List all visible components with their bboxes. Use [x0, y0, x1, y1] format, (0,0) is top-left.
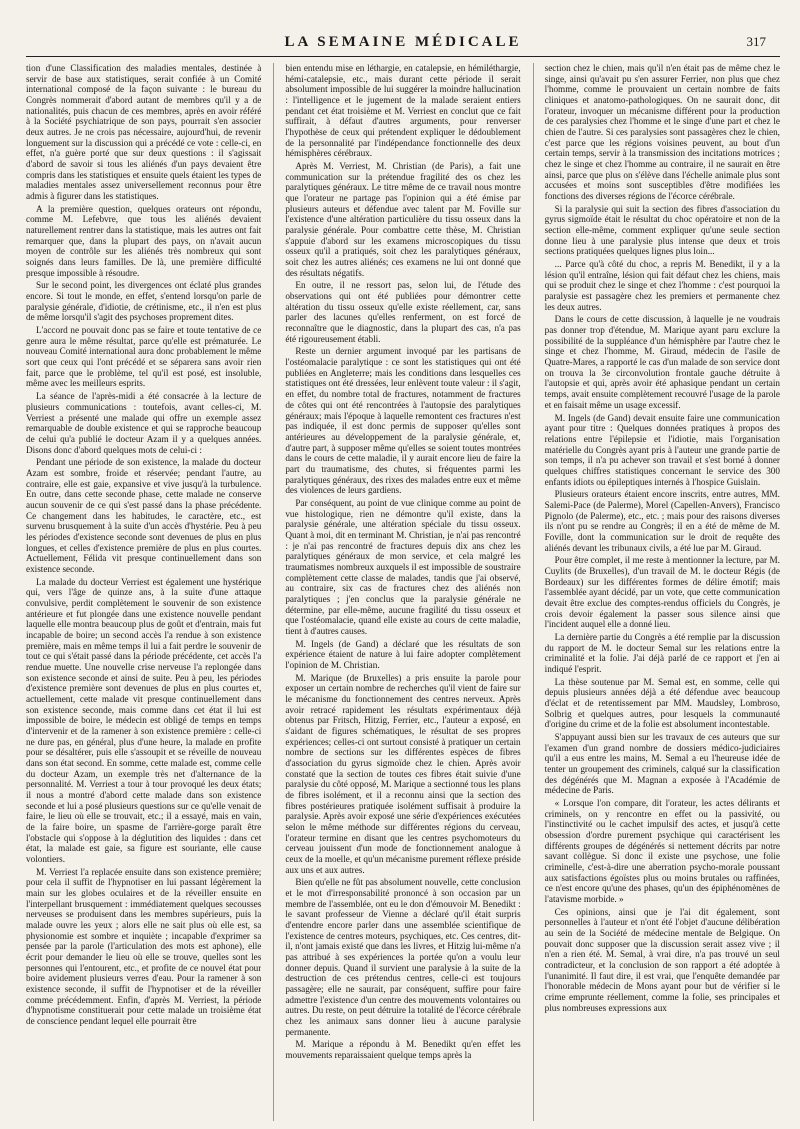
- article-paragraph: M. Marique (de Bruxelles) a pris ensuite la parole pour exposer un certain nombre de recherches qu'il vient de faire sur le mécanisme du fonctionnement des centres nerveux. Après avoir retracé rapidement les résultats expérimentaux déjà obtenus par Fritsch, Hitzig, Ferrier, etc., l'auteur a exposé, en s'aidant de figures schématiques, le résultat de ses propres expériences; celles-ci ont surtout consisté à pratiquer un certain nombre de sections sur les différentes espèces de fibres d'association du gyrus sigmoïde chez le chien. Après avoir constaté que la section de toutes ces fibres était suivie d'une paralysie du côté opposé, M. Marique a sectionné tous les plans de fibres isolément, et il a reconnu ainsi que la section des fibres postérieures pratiquée isolément suffisait à produire la paralysie. Après avoir exposé une série d'expériences exécutées selon le même méthode sur différentes régions du cerveau, l'orateur termine en disant que les centres psychomoteurs du cerveau jouissent d'un mode de fonctionnement analogue à ceux de la moelle, et qu'un mécanisme purement réflexe préside aux uns et aux autres.: [285, 672, 521, 875]
- article-paragraph: M. Verriest l'a replacée ensuite dans son existence première; pour cela il suffit de l'hypnotiser en lui passant légèrement la main sur les globes oculaires et de la réveiller ensuite en l'interpellant brusquement : immédiatement quelques secousses nerveuses se produisent dans les membres supérieurs, puis la malade ouvre les yeux ; alors elle ne sait plus où elle est, sa physionomie est sombre et inquiète ; incapable d'exprimer sa pensée par la parole (l'articulation des mots est aphone), elle écrit pour demander le lieu où elle se trouve, quelles sont les personnes qui l'entourent, etc., et profite de ce nouvel état pour boire avidement plusieurs verres d'eau. Pour la ramener à son existence seconde, il suffit de l'hypnotiser et de la réveiller comme précédemment. Enfin, d'après M. Verriest, la période d'hypnotisme constituerait pour cette malade un troisième état de conscience pendant lequel elle pourrait être: [26, 866, 262, 1027]
- article-paragraph: Pour être complet, il me reste à mentionner la lecture, par M. Cuylits (de Bruxelles), d'un travail de M. le docteur Régis (de Bordeaux) sur les différentes formes de délire émotif; mais l'assemblée ayant décidé, par un vote, que cette communication devait être exclue des comptes-rendus officiels du Congrès, je crois devoir également la passer sous silence ainsi que l'incident auquel elle a donné lieu.: [544, 555, 780, 630]
- article-paragraph: Bien qu'elle ne fût pas absolument nouvelle, cette conclusion et le mot d'irresponsabilité prononcé à son occasion par un membre de l'assemblée, ont eu le don d'émouvoir M. Benedikt : le savant professeur de Vienne a déclaré qu'il était surpris d'entendre encore parler dans une assemblée scientifique de l'existence de centres moteurs, psychiques, etc. Ces centres, dit-il, n'ont jamais existé que dans les livres, et Hitzig lui-même n'a pas attribué à ses expériences la portée qu'on a voulu leur donner depuis. Quand il survient une paralysie à la suite de la destruction de ces prétendus centres, celle-ci est toujours passagère; elle ne saurait, par conséquent, suffire pour faire admettre l'existence d'un centre des mouvements volontaires ou autres. Du reste, on peut détruire la totalité de l'écorce cérébrale chez les animaux sans donner lieu à aucune paralysie permanente.: [285, 877, 521, 1037]
- article-paragraph: Si la paralysie qui suit la section des fibres d'association du gyrus sigmoïde était le résultat du choc opératoire et non de la section elle-même, comment expliquer qu'une seule section donne lieu à une paralysie plus intense que deux et trois sections pratiquées quelques lignes plus loin...: [544, 203, 780, 257]
- article-paragraph: A la première question, quelques orateurs ont répondu, comme M. Lefebvre, que tous les aliénés devaient naturellement rentrer dans la statistique, mais les autres ont fait remarquer que, dans la plupart des pays, on n'avait aucun moyen de contrôle sur les aliénés très nombreux qui sont soignés dans leurs familles. De là, une première difficulté presque impossible à résoudre.: [26, 203, 262, 278]
- running-title: LA SEMAINE MÉDICALE: [284, 34, 522, 50]
- article-paragraph: Après M. Verriest, M. Christian (de Paris), a fait une communication sur la prétendue fragilité des os chez les paralytiques généraux. Le titre même de ce travail nous montre que l'orateur ne partage pas l'opinion qui a été émise par plusieurs auteurs et défendue avec talent par M. Foville sur l'existence d'une altération particulière du tissu osseux dans la paralysie générale. Pour combattre cette thèse, M. Christian s'appuie d'abord sur les examens microscopiques du tissu osseux qu'il a pratiqués, soit chez les paralytiques généraux, soit chez les autres aliénés; ces examens ne lui ont donné que des résultats négatifs.: [285, 161, 521, 278]
- page-header: [26, 26, 780, 48]
- article-paragraph: Par conséquent, au point de vue clinique comme au point de vue histologique, rien ne démontre qu'il existe, dans la paralysie générale, une altération spéciale du tissu osseux. Quant à moi, dit en terminant M. Christian, je n'ai pas rencontré : je n'ai pas rencontré de fractures depuis dix ans chez les paralytiques généraux de mon service, et cela malgré les traumatismes nombreux auxquels il est impossible de soustraire complètement cette classe de malades, tandis que j'ai observé, au contraire, six cas de fractures chez des aliénés non paralytiques ; j'en conclus que la paralysie générale ne détermine, par elle-même, aucune fragilité du tissu osseux et que l'ostéomalacie, quand elle existe au cours de cette maladie, tient à d'autres causes.: [285, 497, 521, 636]
- article-paragraph: L'accord ne pouvait donc pas se faire et toute tentative de ce genre aura le même résultat, parce qu'elle est prématurée. Le nouveau Comité international aura donc probablement le même sort que ceux qui l'ont précédé et se séparera sans avoir rien fait, parce que le problème, tel qu'il est posé, est insoluble, même avec les meilleurs esprits.: [26, 325, 262, 389]
- article-paragraph: Plusieurs orateurs étaient encore inscrits, entre autres, MM. Salemi-Pace (de Palerme), Morel (Capellen-Anvers), Francisco Pignolo (de Palerme), etc., etc. ; mais pour des raisons diverses ils n'ont pu se rendre au Congrès; il en a été de même de M. Foville, dont la communication sur le droit de requête des aliénés devant les tribunaux civils, a été lue par M. Giraud.: [544, 489, 780, 553]
- article-paragraph: tion d'une Classification des maladies mentales, destinée à servir de base aux statistiques, serait confiée à un Comité international composé de la façon suivante : le bureau du Congrès nommerait d'abord autant de membres qu'il y a de nationalités, puis chacun de ces membres, après en avoir référé à la Société psychiatrique de son pays, pourrait s'en associer deux autres. Je ne crois pas nécessaire, aujourd'hui, de revenir longuement sur la discussion qui a précédé ce vote : celle-ci, en effet, n'a guère porté que sur deux questions : il s'agissait d'abord de savoir si tous les aliénés d'un pays devaient être compris dans les statistiques et ensuite quels étaient les types de maladies mentales assez universellement reconnus pour être admis à figurer dans les statistiques.: [26, 63, 262, 202]
- article-paragraph: M. Marique a répondu à M. Benedikt qu'en effet les mouvements reparaissaient quelque temps après la: [285, 1039, 521, 1061]
- article-paragraph: « Lorsque l'on compare, dit l'orateur, les actes délirants et criminels, on y rencontre en effet ou la passivité, ou l'instinctivité ou le cachet impulsif des actes, et jusqu'à cette obsession d'ordre purement psychique qui caractérisent les différents groupes de dégénérés si nettement décrits par notre savant collègue. Si donc il existe une psychose, une folie criminelle, c'est-à-dire une aberration psycho-morale poussant aux satisfactions égoïstes plus ou moins brutales ou raffinées, ce n'est encore qu'une des phases, qu'un des épiphénomènes de l'atavisme morbide. »: [544, 798, 780, 905]
- article-paragraph: La malade du docteur Verriest est également une hystérique qui, vers l'âge de quinze ans, à la suite d'une attaque convulsive, perdit complètement le souvenir de son existence antérieure et fut plongée dans une existence nouvelle pendant laquelle elle montra beaucoup plus de goût et d'entrain, mais fut incapable de boire; un second accès l'a rendue à son existence première, mais en même temps il lui a fait perdre le souvenir de tout ce qui s'était passé dans la période précédente, cet accès l'a rendue muette. Une nouvelle crise nerveuse l'a replongée dans son existence seconde et ainsi de suite. Peu à peu, les périodes d'existence première sont devenues de plus en plus courtes et, actuellement, cette malade vit presque continuellement dans son existence seconde, mais comme dans cet état il lui est impossible de boire, le médecin est obligé de temps en temps d'intervenir et de la ramener à son existence première : celle-ci ne dure pas, en général, plus d'une heure, la malade en profite pour se désaltérer, puis elle s'assoupit et se réveille de nouveau dans son état second. En somme, cette malade est, comme celle du docteur Azam, un exemple très net d'alternance de la personnalité. M. Verriest a tour à tour provoqué les deux états; il nous a montré d'abord cette malade dans son existence seconde et lui a posé plusieurs questions sur ce qu'elle venait de faire, le lieu où elle se trouvait, etc.; il a essayé, mais en vain, de la faire boire, un spasme de l'arrière-gorge paraît être l'obstacle qui s'oppose à la déglutition des liquides : dans cet état, la malade est gaie, sa figure est souriante, elle cause volontiers.: [26, 576, 262, 865]
- article-paragraph: La thèse soutenue par M. Semal est, en somme, celle qui depuis plusieurs années déjà a été défendue avec beaucoup d'éclat et de retentissement par MM. Maudsley, Lombroso, Solbrig et quelques autres, pour lesquels la communauté d'origine du crime et de la folie est absolument incontestable.: [544, 676, 780, 730]
- column-left: [26, 63, 261, 1121]
- article-paragraph: section chez le chien, mais qu'il n'en était pas de même chez le singe, ainsi qu'avait pu s'en assurer Ferrier, non plus que chez l'homme, comme le prouvaient un certain nombre de faits cliniques et anatomo-pathologiques. On ne saurait donc, dit l'orateur, invoquer un mécanisme différent pour la production de ces paralysies chez l'homme et le singe d'une part et chez le chien de l'autre. Si ces paralysies sont passagères chez le chien, c'est parce que les régions voisines peuvent, au bout d'un certain temps, servir à la transmission des incitations motrices ; chez le singe et chez l'homme au contraire, il ne saurait en être ainsi, parce que plus on s'élève dans l'échelle animale plus sont accusées et moins sont susceptibles d'être modifiées les fonctions des diverses régions de l'écorce cérébrale.: [544, 63, 780, 202]
- column-right: [533, 63, 780, 1121]
- article-paragraph: Reste un dernier argument invoqué par les partisans de l'ostéomalacie paralytique : ce sont les statistiques qui ont été publiées en Angleterre; mais les conditions dans lesquelles ces statistiques ont été dressées, leur enlèvent toute valeur : il s'agit, en effet, du nombre total de fractures, notamment de fractures de côtes qui ont été rencontrées à l'autopsie des paralytiques généraux; mais l'époque à laquelle remontent ces fractures n'est pas indiquée, il est donc permis de supposer qu'elles sont antérieures au développement de la paralysie générale, et, d'autre part, à supposer même qu'elles se soient toutes montrées dans le cours de cette maladie, il y aurait encore lieu de faire la part du traumatisme, des chutes, si fréquentes parmi les paralytiques généraux, des rixes des malades entre eux et même des violences de leurs gardiens.: [285, 346, 521, 496]
- article-paragraph: En outre, il ne ressort pas, selon lui, de l'étude des observations qui ont été publiées pour démontrer cette altération du tissu osseux qu'elle existe réellement, car, sans parler des lacunes qu'elles renferment, on est forcé de reconnaître que le diagnostic, dans la plupart des cas, n'a pas été rigoureusement établi.: [285, 280, 521, 344]
- column-middle: [273, 63, 520, 1121]
- article-paragraph: Pendant une période de son existence, la malade du docteur Azam est sombre, froide et réservée; pendant l'autre, au contraire, elle est gaie, expansive et vive jusqu'à la turbulence. En outre, dans cette seconde phase, cette malade ne conserve aucun souvenir de ce qui s'est passé dans la phase précédente. Ce changement dans les habitudes, le caractère, etc., est survenu brusquement à la suite d'un accès d'hystérie. Peu à peu les périodes d'existence seconde sont devenues de plus en plus longues, et celles d'existence première de plus en plus courtes. Actuellement, Félida vit presque continuellement dans son existence seconde.: [26, 457, 262, 574]
- article-paragraph: Ces opinions, ainsi que je l'ai dit également, sont personnelles à l'auteur et n'ont été l'objet d'aucune délibération au sein de la Société de médecine mentale de Belgique. On pouvait donc supposer que la discussion serait assez vive ; il n'en a rien été. M. Semal, à vrai dire, n'a pas trouvé un seul contradicteur, et la conclusion de son rapport a été adoptée à l'unanimité. Il faut dire, il est vrai, que l'enquête demandée par l'honorable médecin de Mons ayant pour but de vérifier si le crime emprunte réellement, comme la folie, ses principales et plus nombreuses expressions aux: [544, 906, 780, 1013]
- article-paragraph: Sur le second point, les divergences ont éclaté plus grandes encore. Si tout le monde, en effet, s'entend lorsqu'on parle de paralysie générale, d'idiotie, de crétinisme, etc., il n'en est plus de même lorsqu'il s'agit des psychoses proprement dites.: [26, 280, 262, 323]
- article-paragraph: Dans le cours de cette discussion, à laquelle je ne voudrais pas donner trop d'étendue, M. Marique ayant paru exclure la possibilité de la suppléance d'un hémisphère par l'autre chez le singe et chez l'homme, M. Giraud, médecin de l'asile de Quatre-Mares, a rapporté le cas d'un malade de son service dont on trouva la 3e circonvolution frontale gauche détruite à l'autopsie et qui, après avoir été aphasique pendant un certain temps, avait ensuite complètement recouvré l'usage de la parole et en faisait même un usage excessif.: [544, 314, 780, 410]
- article-paragraph: La séance de l'après-midi a été consacrée à la lecture de plusieurs communications : toutefois, avant celles-ci, M. Verriest a présenté une malade qui offre un exemple assez remarquable de double existence et qui se rapproche beaucoup de celui qu'a publié le docteur Azam il y a quelques années. Disons donc d'abord quelques mots de celui-ci :: [26, 391, 262, 455]
- article-paragraph: La dernière partie du Congrès a été remplie par la discussion du rapport de M. le docteur Semal sur les relations entre la criminalité et la folie. J'ai déjà parlé de ce rapport et j'en ai indiqué l'esprit.: [544, 631, 780, 674]
- article-paragraph: M. Ingels (de Gand) devait ensuite faire une communication ayant pour titre : Quelques données pratiques à propos des relations entre l'épilepsie et l'idiotie, mais l'organisation matérielle du Congrès ayant pris à l'auteur une grande partie de son temps, il n'a pu achever son travail et s'est borné à donner quelques chiffres statistiques concernant le service des 300 enfants idiots ou épileptiques internés à l'hospice Guislain.: [544, 412, 780, 487]
- article-paragraph: M. Ingels (de Gand) a déclaré que les résultats de son expérience étaient de nature à lui faire adopter complètement l'opinion de M. Christian.: [285, 638, 521, 670]
- article-paragraph: ... Parce qu'à côté du choc, a repris M. Benedikt, il y a la lésion qu'il entraîne, lésion qui fait défaut chez les chiens, mais qui se produit chez le singe et chez l'homme : c'est pourquoi la paralysie est passagère chez les premiers et permanente chez les deux autres.: [544, 259, 780, 312]
- text-columns: [26, 63, 780, 1121]
- article-paragraph: bien entendu mise en léthargie, en catalepsie, en hémiléthargie, hémi-catalepsie, etc., mais durant cette période il serait absolument impossible de lui suggérer la moindre hallucination : l'intelligence et le jugement de la malade seraient entiers pendant cet état troisième et M. Verriest en conclut que ce fait suffirait, à défaut d'autres arguments, pour renverser l'hypothèse de ceux qui prétendent expliquer le dédoublement de la personnalité par l'indépendance fonctionnelle des deux hémisphères cérébraux.: [285, 63, 521, 159]
- header-rule: [26, 56, 780, 57]
- article-paragraph: S'appuyant aussi bien sur les travaux de ces auteurs que sur l'examen d'un grand nombre de dossiers médico-judiciaires qu'il a eus entre les mains, M. Semal a eu l'heureuse idée de tenter un groupement des criminels, calqué sur la classification des dégénérés que M. Magnan a exposée à l'Académie de médecine de Paris.: [544, 731, 780, 796]
- page-number: 317: [746, 34, 766, 49]
